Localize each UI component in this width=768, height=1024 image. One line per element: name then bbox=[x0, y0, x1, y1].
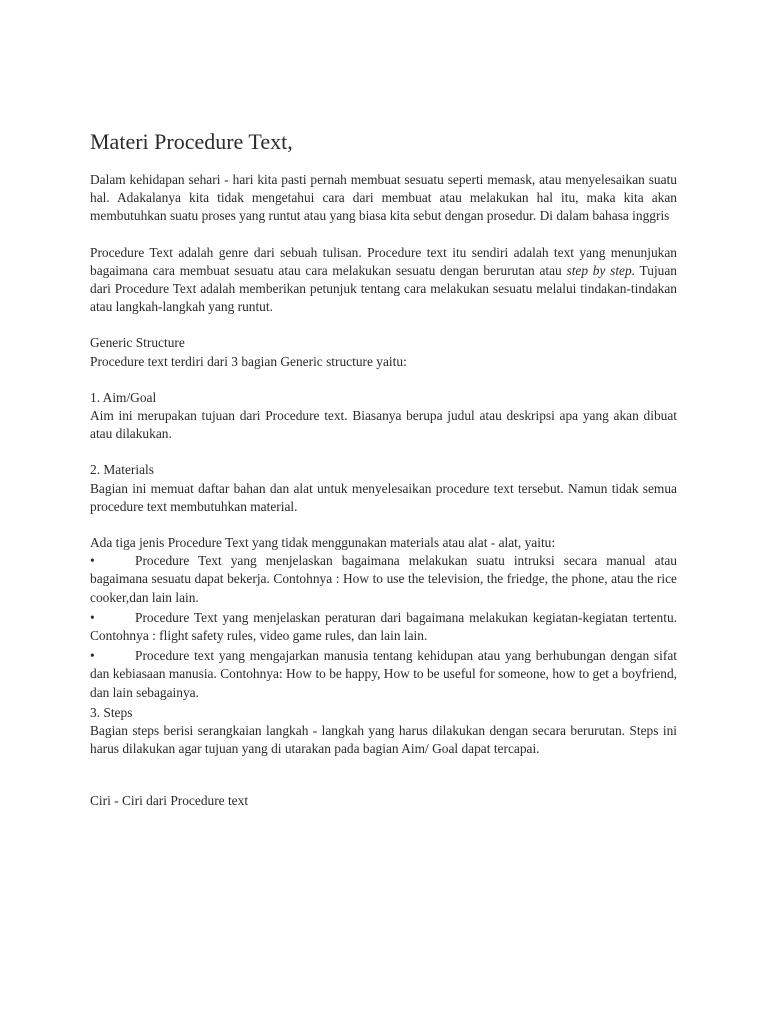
aim-goal-text: Aim ini merupakan tujuan dari Procedure text. Biasanya berupa judul atau deskripsi apa yang akan dibuat atau dilakukan. bbox=[90, 408, 677, 442]
steps-heading: 3. Steps bbox=[90, 704, 133, 720]
list-item-text: Procedure Text yang menjelaskan peraturan dari bagaimana melakukan kegiatan-kegiatan tertentu. Contohnya : flight safety rules, video game rules, dan lain lain. bbox=[90, 609, 677, 644]
list-item-text: Procedure Text yang menjelaskan bagaimana melakukan suatu intruksi secara manual atau bagaimana sesuatu dapat bekerja. Contohnya : How to use the television, the friedge, the phone, atau the rice cooker,dan lain lain. bbox=[90, 553, 677, 605]
generic-structure-heading: Generic Structure bbox=[90, 335, 185, 351]
bullet-icon: • bbox=[90, 648, 95, 664]
bullet-icon: • bbox=[90, 553, 95, 569]
bullet-icon: • bbox=[90, 609, 95, 625]
list-item bbox=[90, 647, 677, 702]
definition-emphasis: step by step. bbox=[566, 262, 636, 278]
generic-structure-intro: Procedure text terdiri dari 3 bagian Generic structure yaitu: bbox=[90, 353, 407, 369]
definition-text-1: Procedure Text adalah genre dari sebuah tulisan. Procedure text itu sendiri adalah text yang menunjukan bagaimana cara membuat sesuatu atau cara melakukan sesuatu dengan berurutan atau bbox=[90, 244, 677, 278]
list-item bbox=[90, 609, 677, 645]
document-page bbox=[90, 128, 677, 811]
materials-heading: 2. Materials bbox=[90, 462, 154, 478]
definition-text-2: Tujuan dari Procedure Text adalah memberikan petunjuk tentang cara melakukan sesuatu melalui tindakan-tindakan atau langkah-langkah yang runtut. bbox=[90, 262, 677, 315]
types-intro: Ada tiga jenis Procedure Text yang tidak menggunakan materials atau alat - alat, yaitu: bbox=[90, 535, 556, 551]
aim-goal-heading: 1. Aim/Goal bbox=[90, 389, 157, 405]
steps-text: Bagian steps berisi serangkaian langkah - langkah yang harus dilakukan dengan secara berurutan. Steps ini harus dilakukan agar tujuan yang di utarakan pada bagian Aim/ Goal dapat tercapai. bbox=[90, 723, 677, 757]
definition-paragraph bbox=[90, 244, 677, 317]
ciri-heading: Ciri - Ciri dari Procedure text bbox=[90, 793, 249, 809]
list-item bbox=[90, 552, 677, 607]
materials-text: Bagian ini memuat daftar bahan dan alat untuk menyelesaikan procedure text tersebut. Namun tidak semua procedure text membutuhkan material. bbox=[90, 480, 677, 514]
intro-paragraph: Dalam kehidapan sehari - hari kita pasti pernah membuat sesuatu seperti memask, atau menyelesaikan suatu hal. Adakalanya kita tidak mengetahui cara dari membuat atau melakukan hal itu, maka kita akan membutuhkan suatu proses yang runtut atau yang biasa kita sebut dengan prosedur. Di dalam bahasa inggris bbox=[90, 172, 677, 224]
list-item-text: Procedure text yang mengajarkan manusia tentang kehidupan atau yang berhubungan dengan sifat dan kebiasaan manusia. Contohnya: How to be happy, How to be useful for someone, how to get a boyfriend, dan lain sebagainya. bbox=[90, 648, 677, 700]
document-title: Materi Procedure Text, bbox=[90, 129, 293, 154]
